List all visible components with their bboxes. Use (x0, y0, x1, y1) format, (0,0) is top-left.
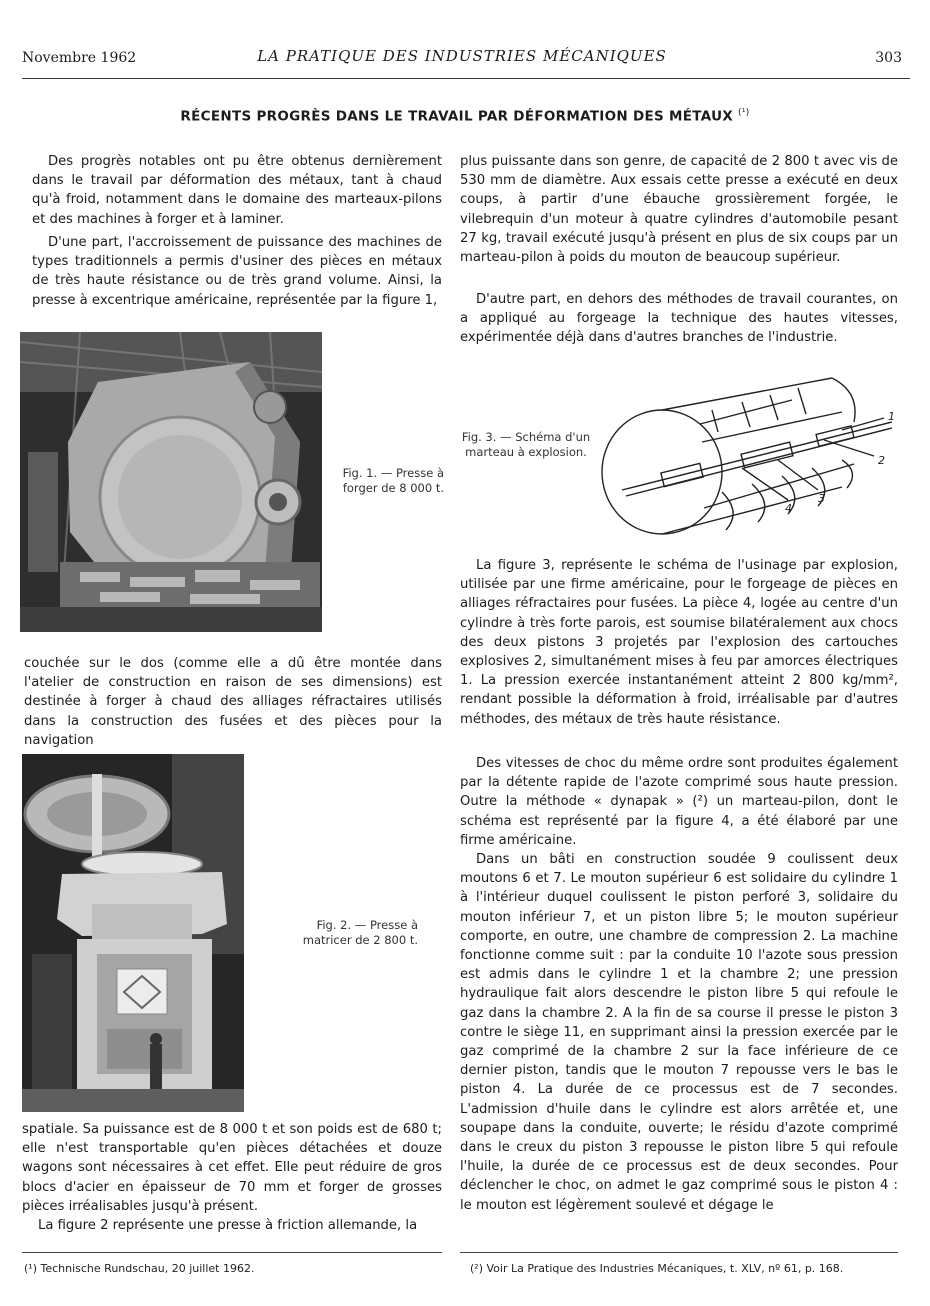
journal-title: LA PRATIQUE DES INDUSTRIES MÉCANIQUES (257, 47, 667, 65)
figure-1-caption: Fig. 1. — Presse à forger de 8 000 t. (342, 466, 444, 495)
page-number: 303 (875, 50, 902, 66)
figure-2-photo (22, 754, 244, 1112)
figure-3-label-4: 4 (785, 502, 792, 515)
left-paragraph-2-text: D'une part, l'accroissement de puissance des machines de types traditionnels a permis d'usiner des pièces en métaux de très haute résistance ou de très grand volume. Ainsi, la presse à excentrique américaine, représentée par la figure 1, (32, 235, 442, 308)
right-paragraph-1 (460, 152, 898, 267)
right-paragraph-2-text: D'autre part, en dehors des méthodes de travail courantes, on a appliqué au forgeage la technique des hautes vitesses, expérimentée déjà dans d'autres branches de l'industrie. (460, 292, 898, 346)
right-paragraph-5-text: Dans un bâti en construction soudée 9 coulissent deux moutons 6 et 7. Le mouton supérieur 6 est solidaire du cylindre 1 à l'intérieur duquel coulissent le piston perforé 3, solidaire du mouton inférieur 7, et un piston libre 5; le mouton supérieur comporte, en outre, une chambre de compression 2. La machine fonctionne comme suit : par la conduite 10 l'azote sous pression est admis dans le cylindre 1 et la chambre 2; une pression hydraulique fait alors descendre le piston libre 5 qui refoule le gaz dans la chambre 2. A la fin de sa course il presse le piston 3 contre le siège 11, en supprimant ainsi la pression exercée par le gaz comprimé de la chambre 2 sur la face inférieure de ce dernier piston, tandis que le mouton 7 repousse vers le bas le piston 4. La durée de ce processus est de 7 secondes. L'admission d'huile dans le cylindre est alors arrêtée et, une soupape dans la conduite, ouverte; le résidu d'azote comprimé dans le creux du piston 3 repousse le piston libre 5 qui refoule l'huile, la durée de ce processus est de deux secondes. Pour déclencher le choc, on admet le gaz comprimé sous le piston 4 : le mouton est légèrement soulevé et dégage le (460, 852, 898, 1213)
running-head (22, 44, 902, 70)
left-paragraph-4-text: spatiale. Sa puissance est de 8 000 t et son poids est de 680 t; elle n'est transportable qu'en pièces détachées et douze wagons sont nécessaires à cet effet. Elle peut réduire de gros blocs d'acier en épaisseur de 70 mm et forger de grosses pièces irréalisables jusqu'à présent. (22, 1122, 442, 1214)
left-paragraph-1-text: Des progrès notables ont pu être obtenus dernièrement dans le travail par déformation des métaux, tant à chaud qu'à froid, notamment dans le domaine des marteaux-pilons et des machines à forger et à laminer. (32, 154, 442, 227)
left-footnote: (¹) Technische Rundschau, 20 juillet 1962. (24, 1262, 255, 1275)
left-paragraph-5 (22, 1216, 442, 1235)
right-paragraph-3 (460, 556, 898, 729)
figure-3-label-1: 1 (888, 410, 895, 423)
figure-2-image (22, 754, 244, 1112)
right-footnote-rule (460, 1252, 898, 1253)
right-paragraph-2 (460, 290, 898, 348)
figure-1-image (20, 332, 322, 632)
left-footnote-rule (22, 1252, 442, 1253)
article-title (0, 108, 930, 125)
right-paragraph-1-text: plus puissante dans son genre, de capacité de 2 800 t avec vis de 530 mm de diamètre. Aux essais cette presse a exécuté en deux coups, à partir d'une ébauche grossièrement forgée, le vilebrequin d'un moteur à quatre cylindres d'automobile pesant 27 kg, travail exécuté jusqu'à présent en plus de six coups par un marteau-pilon à poids du mouton de beaucoup supérieur. (460, 154, 898, 266)
left-paragraph-5-text: La figure 2 représente une presse à friction allemande, la (38, 1218, 418, 1233)
figure-1-photo (20, 332, 322, 632)
figure-3-caption: Fig. 3. — Schéma d'un marteau à explosion. (461, 430, 591, 459)
left-paragraph-3-text: couchée sur le dos (comme elle a dû être montée dans l'atelier de construction en raison de ses dimensions) est destinée à forger à chaud des alliages réfractaires utilisés dans la construction des fusées et des pièces pour la navigation (24, 656, 442, 748)
left-paragraph-3 (24, 654, 442, 750)
left-paragraph-2 (32, 233, 442, 310)
right-paragraph-4-text: Des vitesses de choc du même ordre sont produites également par la détente rapide de l'azote comprimé sous haute pression. Outre la méthode « dynapak » (²) un marteau-pilon, dont le schéma est représenté par la figure 4, a été élaboré par une firme américaine. (460, 756, 898, 848)
right-footnote: (²) Voir La Pratique des Industries Mécaniques, t. XLV, nº 61, p. 168. (470, 1262, 844, 1275)
right-paragraph-5 (460, 850, 898, 1215)
left-paragraph-1 (32, 152, 442, 229)
figure-3-diagram (592, 372, 904, 538)
article-title-text: RÉCENTS PROGRÈS DANS LE TRAVAIL PAR DÉFORMATION DES MÉTAUX (180, 108, 734, 125)
figure-3-label-3: 3 (818, 492, 825, 505)
title-footnote-marker: (¹) (738, 108, 750, 118)
header-rule (22, 78, 910, 79)
issue-date: Novembre 1962 (22, 50, 137, 66)
figure-2-caption: Fig. 2. — Presse à matricer de 2 800 t. (302, 918, 418, 947)
right-paragraph-3-text: La figure 3, représente le schéma de l'usinage par explosion, utilisée par une firme américaine, pour le forgeage de pièces en alliages réfractaires pour fusées. La pièce 4, logée au centre d'un cylindre à très forte parois, est soumise bilatéralement aux chocs des deux pistons 3 projetés par l'explosion des cartouches explosives 2, simultanément mises à feu par amorces électriques 1. La pression exercée instantanément atteint 2 800 kg/mm², rendant possible la déformation à froid, irréalisable par d'autres méthodes, des métaux de très haute résistance. (460, 558, 898, 727)
figure-3-label-2: 2 (878, 454, 885, 467)
left-paragraph-4 (22, 1120, 442, 1216)
right-paragraph-4 (460, 754, 898, 850)
